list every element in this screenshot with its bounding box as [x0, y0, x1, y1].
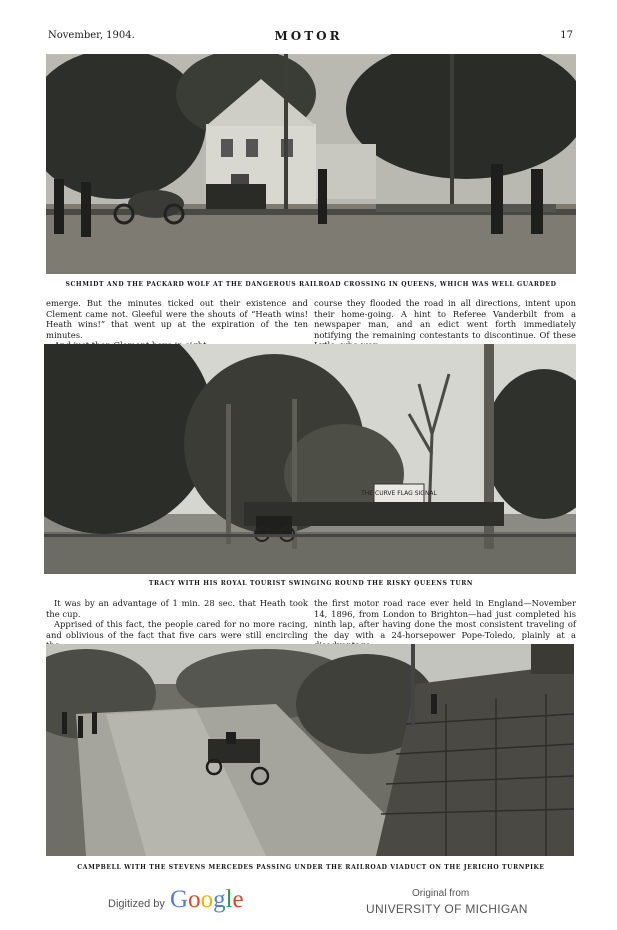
text-column-left-1 — [46, 298, 308, 351]
paragraph: course they flooded the road in all directions, intent upon their home-going. A hint to Referee Vanderbilt from a newspaper man, and an edict went forth immediately notifying the remaining contestants to discontinue. Of these — [314, 298, 576, 340]
paragraph: Apprised of this fact, the people cared for no more racing, and oblivious of the fact that five cars were still encircling — [46, 619, 308, 640]
photo-caption-2: TRACY WITH HIS ROYAL TOURIST SWINGING ROUND THE RISKY QUEENS TURN — [148, 580, 474, 587]
google-letter: e — [232, 886, 244, 913]
photo-railroad-viaduct — [46, 644, 574, 856]
photo-caption-1: SCHMIDT AND THE PACKARD WOLF AT THE DANGEROUS RAILROAD CROSSING IN QUEENS, WHICH WAS WELL GUARDED — [65, 281, 557, 288]
institution-name: UNIVERSITY OF MICHIGAN — [366, 902, 528, 916]
paragraph: It was by an advantage of 1 min. 28 sec. that Heath took the cup. — [46, 598, 308, 619]
issue-date: November, 1904. — [48, 30, 135, 41]
paragraph: the first motor road race ever held in England—November 14, 1896, from London to Brighton—had just completed his ninth lap, after having done the most consistent traveling of the day with a 24-horsepower Pope-Toledo, plainly at a — [314, 598, 576, 640]
text-column-right-1 — [314, 298, 576, 351]
signal-sign-text: THE CURVE FLAG SIGNAL — [361, 490, 437, 497]
queens-turn-image — [44, 344, 576, 574]
google-letter: g — [213, 886, 226, 913]
paragraph: emerge. But the minutes ticked out their existence and Clement came not. Gleeful were the shouts of “Heath wins! Heath wins!” that went up at the expiration of the ten minutes. — [46, 298, 308, 340]
photo-railroad-crossing — [46, 54, 576, 274]
photo-queens-turn — [44, 344, 576, 574]
magazine-title: MOTOR — [274, 29, 343, 43]
text-column-left-2 — [46, 598, 308, 651]
google-letter: o — [188, 886, 201, 913]
page-number: 17 — [560, 30, 573, 41]
railroad-viaduct-image — [46, 644, 574, 856]
text-column-right-2 — [314, 598, 576, 651]
google-letter: G — [170, 886, 189, 913]
google-logo — [170, 886, 244, 914]
railroad-crossing-image — [46, 54, 576, 274]
photo-caption-3: CAMPBELL WITH THE STEVENS MERCEDES PASSING UNDER THE RAILROAD VIADUCT ON THE JERICHO TURNPIKE — [77, 864, 545, 871]
digitized-by-label: Digitized by — [108, 898, 165, 910]
original-from-label: Original from — [412, 888, 470, 899]
google-letter: l — [225, 886, 233, 913]
google-letter: o — [200, 886, 214, 913]
